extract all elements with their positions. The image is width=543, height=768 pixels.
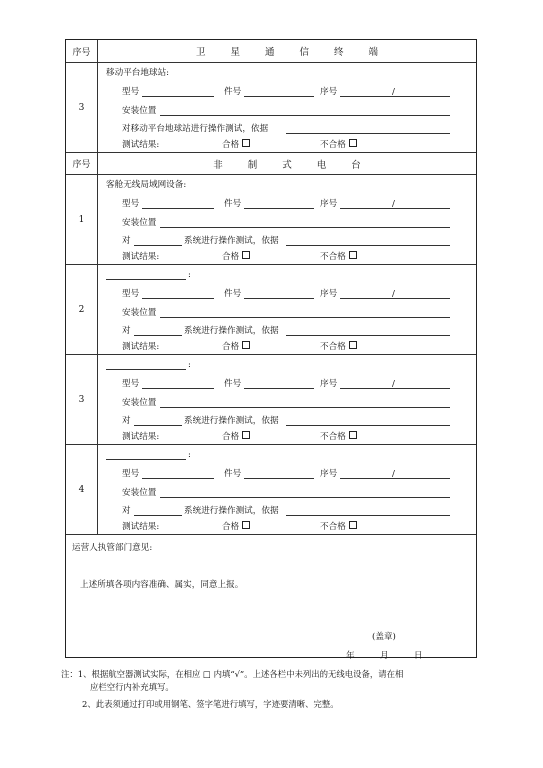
row-no: 2 bbox=[66, 265, 98, 354]
note-1-cont: 应栏空行内补充填写。 bbox=[90, 682, 174, 692]
fail-option[interactable]: 不合格 bbox=[320, 430, 357, 444]
pass-option[interactable]: 合格 bbox=[222, 250, 250, 264]
radio-block bbox=[66, 354, 476, 444]
equipment-name: 移动平台地球站: bbox=[106, 68, 170, 78]
test-basis-label: 对移动平台地球站进行操作测试，依据 bbox=[122, 124, 269, 134]
test-basis-field[interactable] bbox=[286, 414, 450, 426]
part-label: 件号 bbox=[224, 289, 242, 299]
model-label: 型号 bbox=[122, 469, 140, 479]
part-field[interactable] bbox=[244, 197, 314, 209]
model-field[interactable] bbox=[142, 85, 214, 97]
part-label: 件号 bbox=[224, 469, 242, 479]
date-year: 年 bbox=[346, 651, 355, 661]
test-basis-label: 系统进行操作测试，依据 bbox=[184, 506, 279, 516]
test-result-label: 测试结果: bbox=[122, 140, 160, 150]
serial-slash: / bbox=[392, 379, 395, 389]
opinion-title: 运营人执管部门意见: bbox=[72, 543, 153, 553]
pass-option[interactable]: 合格 bbox=[222, 138, 250, 152]
part-field[interactable] bbox=[244, 467, 314, 479]
fail-checkbox[interactable] bbox=[349, 251, 357, 259]
serial-field[interactable] bbox=[340, 287, 450, 299]
satellite-block bbox=[66, 62, 476, 152]
serial-field[interactable] bbox=[340, 197, 450, 209]
test-basis-label: 系统进行操作测试，依据 bbox=[184, 326, 279, 336]
model-label: 型号 bbox=[122, 289, 140, 299]
pass-option[interactable]: 合格 bbox=[222, 520, 250, 534]
test-basis-field[interactable] bbox=[286, 234, 450, 246]
operator-opinion bbox=[66, 534, 476, 661]
test-result-label: 测试结果: bbox=[122, 342, 160, 352]
serial-label: 序号 bbox=[320, 379, 338, 389]
radio-block bbox=[66, 264, 476, 354]
location-field[interactable] bbox=[160, 104, 450, 116]
opinion-text: 上述所填各项内容准确、属实，同意上报。 bbox=[80, 580, 244, 590]
serial-label: 序号 bbox=[320, 199, 338, 209]
pass-checkbox[interactable] bbox=[242, 521, 250, 529]
fail-option[interactable]: 不合格 bbox=[320, 520, 357, 534]
equipment-name: : bbox=[188, 360, 191, 370]
part-field[interactable] bbox=[244, 85, 314, 97]
radio-section-title: 非 制 式 电 台 bbox=[213, 159, 372, 171]
fail-checkbox[interactable] bbox=[349, 521, 357, 529]
equipment-name-field[interactable] bbox=[106, 448, 186, 460]
pass-checkbox[interactable] bbox=[242, 139, 250, 147]
seal-label: (盖章) bbox=[372, 632, 396, 642]
test-basis-label: 系统进行操作测试，依据 bbox=[184, 416, 279, 426]
pass-checkbox[interactable] bbox=[242, 431, 250, 439]
location-label: 安装位置 bbox=[122, 106, 157, 116]
serial-field[interactable] bbox=[340, 85, 450, 97]
pass-option[interactable]: 合格 bbox=[222, 430, 250, 444]
col-no-header: 序号 bbox=[66, 153, 98, 174]
serial-field[interactable] bbox=[340, 467, 450, 479]
location-label: 安装位置 bbox=[122, 488, 157, 498]
system-field[interactable] bbox=[134, 234, 182, 246]
serial-label: 序号 bbox=[320, 469, 338, 479]
equipment-name-field[interactable] bbox=[106, 358, 186, 370]
radio-block bbox=[66, 174, 476, 264]
test-result-label: 测试结果: bbox=[122, 522, 160, 532]
pass-checkbox[interactable] bbox=[242, 341, 250, 349]
test-basis-field[interactable] bbox=[286, 122, 450, 134]
date-day: 日 bbox=[414, 651, 423, 661]
test-result-label: 测试结果: bbox=[122, 432, 160, 442]
test-prefix-label: 对 bbox=[122, 416, 131, 426]
model-field[interactable] bbox=[142, 197, 214, 209]
fail-option[interactable]: 不合格 bbox=[320, 340, 357, 354]
test-basis-label: 系统进行操作测试，依据 bbox=[184, 236, 279, 246]
model-label: 型号 bbox=[122, 87, 140, 97]
location-field[interactable] bbox=[160, 486, 450, 498]
row-no: 3 bbox=[66, 355, 98, 444]
location-field[interactable] bbox=[160, 216, 450, 228]
satellite-header-row bbox=[66, 40, 476, 62]
serial-label: 序号 bbox=[320, 87, 338, 97]
serial-slash: / bbox=[392, 289, 395, 299]
serial-slash: / bbox=[392, 199, 395, 209]
test-result-label: 测试结果: bbox=[122, 252, 160, 262]
row-no: 3 bbox=[66, 63, 98, 152]
location-field[interactable] bbox=[160, 396, 450, 408]
serial-slash: / bbox=[392, 469, 395, 479]
fail-option[interactable]: 不合格 bbox=[320, 250, 357, 264]
part-field[interactable] bbox=[244, 287, 314, 299]
test-prefix-label: 对 bbox=[122, 506, 131, 516]
test-prefix-label: 对 bbox=[122, 326, 131, 336]
equipment-name: : bbox=[188, 450, 191, 460]
serial-slash: / bbox=[392, 87, 395, 97]
model-label: 型号 bbox=[122, 199, 140, 209]
equipment-name: 客舱无线局域网设备: bbox=[106, 180, 187, 190]
test-prefix-label: 对 bbox=[122, 236, 131, 246]
satellite-section-title: 卫 星 通 信 终 端 bbox=[195, 47, 390, 58]
system-field[interactable] bbox=[134, 414, 182, 426]
equipment-table bbox=[65, 39, 477, 661]
part-label: 件号 bbox=[224, 199, 242, 209]
pass-option[interactable]: 合格 bbox=[222, 340, 250, 354]
fail-checkbox[interactable] bbox=[349, 139, 357, 147]
fail-checkbox[interactable] bbox=[349, 431, 357, 439]
part-label: 件号 bbox=[224, 379, 242, 389]
row-no: 4 bbox=[66, 445, 98, 534]
location-label: 安装位置 bbox=[122, 308, 157, 318]
pass-checkbox[interactable] bbox=[242, 251, 250, 259]
note-2: 2、此表须通过打印或用钢笔、签字笔进行填写，字迹要清晰、完整。 bbox=[82, 699, 339, 709]
test-basis-field[interactable] bbox=[286, 324, 450, 336]
model-field[interactable] bbox=[142, 467, 214, 479]
row-no: 1 bbox=[66, 175, 98, 264]
serial-label: 序号 bbox=[320, 289, 338, 299]
date-month: 月 bbox=[380, 651, 389, 661]
note-1: 注：1、根据航空器测试实际，在相应 □ 内填“√”。上述各栏中未列出的无线电设备，请在相 bbox=[61, 669, 404, 679]
fail-option[interactable]: 不合格 bbox=[320, 138, 357, 152]
system-field[interactable] bbox=[134, 324, 182, 336]
fail-checkbox[interactable] bbox=[349, 341, 357, 349]
equipment-name-field[interactable] bbox=[106, 268, 186, 280]
equipment-name: : bbox=[188, 270, 191, 280]
model-label: 型号 bbox=[122, 379, 140, 389]
location-label: 安装位置 bbox=[122, 218, 157, 228]
part-label: 件号 bbox=[224, 87, 242, 97]
part-field[interactable] bbox=[244, 377, 314, 389]
col-no-header: 序号 bbox=[66, 40, 98, 62]
radio-block bbox=[66, 444, 476, 534]
location-field[interactable] bbox=[160, 306, 450, 318]
model-field[interactable] bbox=[142, 377, 214, 389]
test-basis-field[interactable] bbox=[286, 504, 450, 516]
system-field[interactable] bbox=[134, 504, 182, 516]
notes bbox=[61, 668, 477, 711]
model-field[interactable] bbox=[142, 287, 214, 299]
location-label: 安装位置 bbox=[122, 398, 157, 408]
radio-header-row bbox=[66, 152, 476, 174]
serial-field[interactable] bbox=[340, 377, 450, 389]
